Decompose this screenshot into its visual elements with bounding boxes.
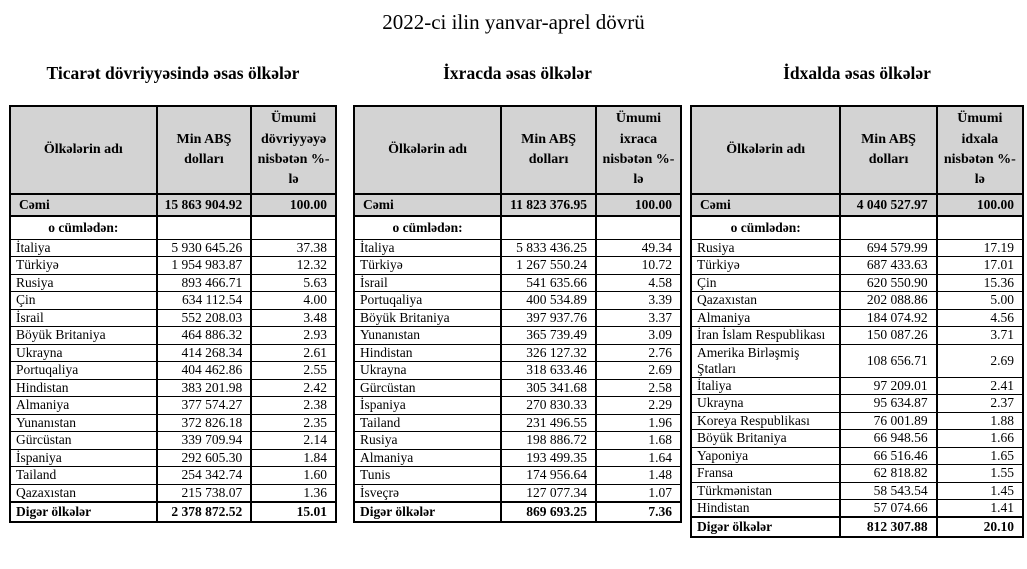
country-row-percent: 17.19 [937, 239, 1023, 257]
country-row-percent: 1.36 [251, 484, 336, 502]
sublabel-row-value [501, 216, 596, 239]
country-row-label: Böyük Britaniya [691, 430, 840, 448]
country-row-value: 1 954 983.87 [157, 257, 252, 275]
country-row [354, 484, 681, 502]
country-row-value: 95 634.87 [840, 395, 936, 413]
other-countries-row-percent: 7.36 [596, 502, 681, 522]
country-row-percent: 2.35 [251, 414, 336, 432]
country-row-value: 326 127.32 [501, 344, 596, 362]
country-row-percent: 2.58 [596, 379, 681, 397]
country-row [10, 397, 336, 415]
country-row-label: İspaniya [10, 449, 157, 467]
country-row-percent: 12.32 [251, 257, 336, 275]
country-row-label: Hindistan [691, 500, 840, 518]
country-row-value: 66 948.56 [840, 430, 936, 448]
country-row-value: 893 466.71 [157, 274, 252, 292]
country-row-label: Yunanıstan [354, 327, 501, 345]
country-row-label: Hindistan [354, 344, 501, 362]
country-row-value: 383 201.98 [157, 379, 252, 397]
country-row-value: 365 739.49 [501, 327, 596, 345]
exports-table [353, 105, 682, 523]
sublabel-row [10, 216, 336, 239]
country-row-percent: 2.37 [937, 395, 1023, 413]
country-row-label: Tunis [354, 467, 501, 485]
sublabel-row-percent [937, 216, 1023, 239]
country-row [691, 430, 1023, 448]
country-row-value: 150 087.26 [840, 327, 936, 345]
country-row [354, 397, 681, 415]
country-row-percent: 15.36 [937, 274, 1023, 292]
country-row-percent: 17.01 [937, 257, 1023, 275]
total-row-percent: 100.00 [937, 194, 1023, 216]
country-row-label: Gürcüstan [10, 432, 157, 450]
total-row [691, 194, 1023, 216]
country-row-value: 193 499.35 [501, 449, 596, 467]
country-row [354, 362, 681, 380]
country-row [354, 274, 681, 292]
country-row [691, 344, 1023, 377]
country-row-label: Hindistan [10, 379, 157, 397]
country-row [10, 257, 336, 275]
country-row-label: Ukrayna [691, 395, 840, 413]
country-row-label: Türkiyə [10, 257, 157, 275]
country-row-value: 339 709.94 [157, 432, 252, 450]
country-row-label: Koreya Respublikası [691, 412, 840, 430]
country-row-value: 97 209.01 [840, 377, 936, 395]
country-row-percent: 1.48 [596, 467, 681, 485]
country-row-value: 694 579.99 [840, 239, 936, 257]
country-row [691, 482, 1023, 500]
country-row-percent: 1.55 [937, 465, 1023, 483]
country-row [691, 257, 1023, 275]
country-row-value: 318 633.46 [501, 362, 596, 380]
country-row-percent: 3.39 [596, 292, 681, 310]
country-row-value: 400 534.89 [501, 292, 596, 310]
country-row-value: 184 074.92 [840, 309, 936, 327]
other-countries-row-label: Digər ölkələr [10, 502, 157, 522]
country-row-label: Böyük Britaniya [10, 327, 157, 345]
section-exports [353, 63, 682, 523]
country-row-percent: 2.69 [596, 362, 681, 380]
total-row [10, 194, 336, 216]
country-row-value: 377 574.27 [157, 397, 252, 415]
country-row-percent: 1.64 [596, 449, 681, 467]
country-row-value: 202 088.86 [840, 292, 936, 310]
trade-turnover-table [9, 105, 337, 523]
country-row-label: Yaponiya [691, 447, 840, 465]
col-header-country: Ölkələrin adı [691, 106, 840, 194]
country-row [691, 292, 1023, 310]
section-imports-heading: İdxalda əsas ölkələr [783, 63, 931, 83]
country-row-percent: 1.88 [937, 412, 1023, 430]
country-row-value: 174 956.64 [501, 467, 596, 485]
country-row-percent: 2.93 [251, 327, 336, 345]
total-row-percent: 100.00 [251, 194, 336, 216]
country-row-percent: 5.63 [251, 274, 336, 292]
country-row-label: İsrail [10, 309, 157, 327]
sublabel-row-value [840, 216, 936, 239]
country-row [691, 412, 1023, 430]
country-row-label: Amerika Birləşmiş Ştatları [691, 344, 840, 377]
country-row-value: 66 516.46 [840, 447, 936, 465]
sublabel-row [354, 216, 681, 239]
country-row [354, 309, 681, 327]
country-row [691, 274, 1023, 292]
total-row [354, 194, 681, 216]
country-row-label: Portuqaliya [354, 292, 501, 310]
country-row [10, 274, 336, 292]
country-row-label: Rusiya [691, 239, 840, 257]
country-row-percent: 2.41 [937, 377, 1023, 395]
col-header-percent: Ümumi idxala nisbətən %-lə [937, 106, 1023, 194]
country-row-percent: 1.68 [596, 432, 681, 450]
country-row-value: 634 112.54 [157, 292, 252, 310]
other-countries-row-value: 2 378 872.52 [157, 502, 252, 522]
other-countries-row-label: Digər ölkələr [691, 517, 840, 537]
country-row-value: 108 656.71 [840, 344, 936, 377]
country-row-value: 620 550.90 [840, 274, 936, 292]
country-row [354, 432, 681, 450]
country-row-percent: 2.61 [251, 344, 336, 362]
country-row-label: İsrail [354, 274, 501, 292]
country-row [354, 449, 681, 467]
country-row [691, 239, 1023, 257]
country-row-value: 541 635.66 [501, 274, 596, 292]
country-row-label: Tailand [354, 414, 501, 432]
country-row [354, 327, 681, 345]
country-row-percent: 2.76 [596, 344, 681, 362]
country-row-label: İsveçrə [354, 484, 501, 502]
country-row-label: Ukrayna [354, 362, 501, 380]
country-row-label: Çin [10, 292, 157, 310]
other-countries-row-percent: 20.10 [937, 517, 1023, 537]
country-row-label: Almaniya [691, 309, 840, 327]
other-countries-row-label: Digər ölkələr [354, 502, 501, 522]
country-row [10, 239, 336, 257]
total-row-label: Cəmi [691, 194, 840, 216]
total-row-value: 15 863 904.92 [157, 194, 252, 216]
country-row-percent: 10.72 [596, 257, 681, 275]
country-row [10, 344, 336, 362]
col-header-usd: Min ABŞ dolları [840, 106, 936, 194]
country-row-value: 5 930 645.26 [157, 239, 252, 257]
country-row [10, 362, 336, 380]
country-row-value: 1 267 550.24 [501, 257, 596, 275]
country-row-label: İran İslam Respublikası [691, 327, 840, 345]
country-row-label: Türkiyə [691, 257, 840, 275]
other-countries-row-percent: 15.01 [251, 502, 336, 522]
sublabel-row-percent [251, 216, 336, 239]
table-header-row [354, 106, 681, 194]
sublabel-row-label: o cümlədən: [10, 216, 157, 239]
country-row-label: Portuqaliya [10, 362, 157, 380]
country-row-label: Türkiyə [354, 257, 501, 275]
country-row-percent: 1.84 [251, 449, 336, 467]
country-row-value: 254 342.74 [157, 467, 252, 485]
country-row-label: Almaniya [10, 397, 157, 415]
country-row [691, 327, 1023, 345]
country-row-label: Çin [691, 274, 840, 292]
country-row-value: 464 886.32 [157, 327, 252, 345]
country-row-label: Yunanıstan [10, 414, 157, 432]
col-header-country: Ölkələrin adı [10, 106, 157, 194]
country-row-value: 372 826.18 [157, 414, 252, 432]
country-row-percent: 2.55 [251, 362, 336, 380]
country-row-label: Qazaxıstan [691, 292, 840, 310]
total-row-label: Cəmi [10, 194, 157, 216]
country-row-value: 198 886.72 [501, 432, 596, 450]
country-row-value: 5 833 436.25 [501, 239, 596, 257]
country-row-value: 58 543.54 [840, 482, 936, 500]
country-row [10, 449, 336, 467]
country-row [354, 344, 681, 362]
total-row-value: 4 040 527.97 [840, 194, 936, 216]
country-row-percent: 4.00 [251, 292, 336, 310]
country-row-label: İspaniya [354, 397, 501, 415]
section-imports [690, 63, 1024, 538]
country-row-percent: 1.45 [937, 482, 1023, 500]
col-header-usd: Min ABŞ dolları [501, 106, 596, 194]
country-row [10, 327, 336, 345]
country-row-value: 552 208.03 [157, 309, 252, 327]
country-row [691, 309, 1023, 327]
country-row [354, 292, 681, 310]
country-row-label: Almaniya [354, 449, 501, 467]
country-row-label: Ukrayna [10, 344, 157, 362]
country-row [691, 447, 1023, 465]
tables-row [0, 63, 1027, 538]
country-row-percent: 3.37 [596, 309, 681, 327]
imports-table [690, 105, 1024, 538]
country-row-percent: 2.29 [596, 397, 681, 415]
country-row-percent: 2.14 [251, 432, 336, 450]
other-countries-row [354, 502, 681, 522]
table-header-row [691, 106, 1023, 194]
country-row-percent: 5.00 [937, 292, 1023, 310]
country-row [10, 309, 336, 327]
country-row [691, 377, 1023, 395]
country-row [691, 500, 1023, 518]
col-header-percent: Ümumi ixraca nisbətən %-lə [596, 106, 681, 194]
country-row [354, 239, 681, 257]
country-row-percent: 1.07 [596, 484, 681, 502]
country-row-percent: 1.65 [937, 447, 1023, 465]
country-row [691, 465, 1023, 483]
country-row-label: İtaliya [691, 377, 840, 395]
country-row-label: Gürcüstan [354, 379, 501, 397]
country-row-percent: 3.09 [596, 327, 681, 345]
country-row-label: Rusiya [10, 274, 157, 292]
sublabel-row-percent [596, 216, 681, 239]
section-exports-heading: İxracda əsas ölkələr [443, 63, 592, 83]
country-row [354, 257, 681, 275]
country-row-value: 57 074.66 [840, 500, 936, 518]
country-row-value: 231 496.55 [501, 414, 596, 432]
country-row-value: 687 433.63 [840, 257, 936, 275]
country-row-value: 305 341.68 [501, 379, 596, 397]
country-row-label: Fransa [691, 465, 840, 483]
country-row [691, 395, 1023, 413]
sublabel-row-label: o cümlədən: [354, 216, 501, 239]
country-row-value: 292 605.30 [157, 449, 252, 467]
section-trade-turnover [9, 63, 337, 523]
country-row-percent: 4.56 [937, 309, 1023, 327]
country-row-value: 270 830.33 [501, 397, 596, 415]
sublabel-row-label: o cümlədən: [691, 216, 840, 239]
other-countries-row [691, 517, 1023, 537]
country-row-percent: 2.69 [937, 344, 1023, 377]
other-countries-row [10, 502, 336, 522]
country-row-label: Türkmənistan [691, 482, 840, 500]
country-row-value: 215 738.07 [157, 484, 252, 502]
country-row-value: 404 462.86 [157, 362, 252, 380]
sublabel-row [691, 216, 1023, 239]
country-row-value: 62 818.82 [840, 465, 936, 483]
country-row-percent: 49.34 [596, 239, 681, 257]
country-row-label: Rusiya [354, 432, 501, 450]
country-row-value: 76 001.89 [840, 412, 936, 430]
section-trade-turnover-heading: Ticarət dövriyyəsində əsas ölkələr [46, 63, 300, 83]
country-row [10, 414, 336, 432]
country-row [354, 467, 681, 485]
total-row-percent: 100.00 [596, 194, 681, 216]
other-countries-row-value: 812 307.88 [840, 517, 936, 537]
country-row-value: 397 937.76 [501, 309, 596, 327]
country-row-percent: 1.60 [251, 467, 336, 485]
country-row-percent: 2.42 [251, 379, 336, 397]
country-row-label: Böyük Britaniya [354, 309, 501, 327]
country-row-percent: 1.41 [937, 500, 1023, 518]
col-header-usd: Min ABŞ dolları [157, 106, 252, 194]
country-row-percent: 3.71 [937, 327, 1023, 345]
col-header-percent: Ümumi dövriyyəyə nisbətən %-lə [251, 106, 336, 194]
col-header-country: Ölkələrin adı [354, 106, 501, 194]
country-row-label: İtaliya [10, 239, 157, 257]
country-row [354, 379, 681, 397]
country-row-value: 127 077.34 [501, 484, 596, 502]
other-countries-row-value: 869 693.25 [501, 502, 596, 522]
total-row-value: 11 823 376.95 [501, 194, 596, 216]
country-row [10, 432, 336, 450]
country-row [10, 379, 336, 397]
country-row [10, 292, 336, 310]
country-row-percent: 4.58 [596, 274, 681, 292]
country-row [10, 484, 336, 502]
table-header-row [10, 106, 336, 194]
country-row-label: İtaliya [354, 239, 501, 257]
country-row-percent: 2.38 [251, 397, 336, 415]
total-row-label: Cəmi [354, 194, 501, 216]
country-row-value: 414 268.34 [157, 344, 252, 362]
country-row-percent: 3.48 [251, 309, 336, 327]
page-title: 2022-ci ilin yanvar-aprel dövrü [382, 10, 645, 34]
country-row-percent: 1.96 [596, 414, 681, 432]
country-row [10, 467, 336, 485]
country-row [354, 414, 681, 432]
country-row-percent: 37.38 [251, 239, 336, 257]
country-row-percent: 1.66 [937, 430, 1023, 448]
country-row-label: Tailand [10, 467, 157, 485]
country-row-label: Qazaxıstan [10, 484, 157, 502]
sublabel-row-value [157, 216, 252, 239]
